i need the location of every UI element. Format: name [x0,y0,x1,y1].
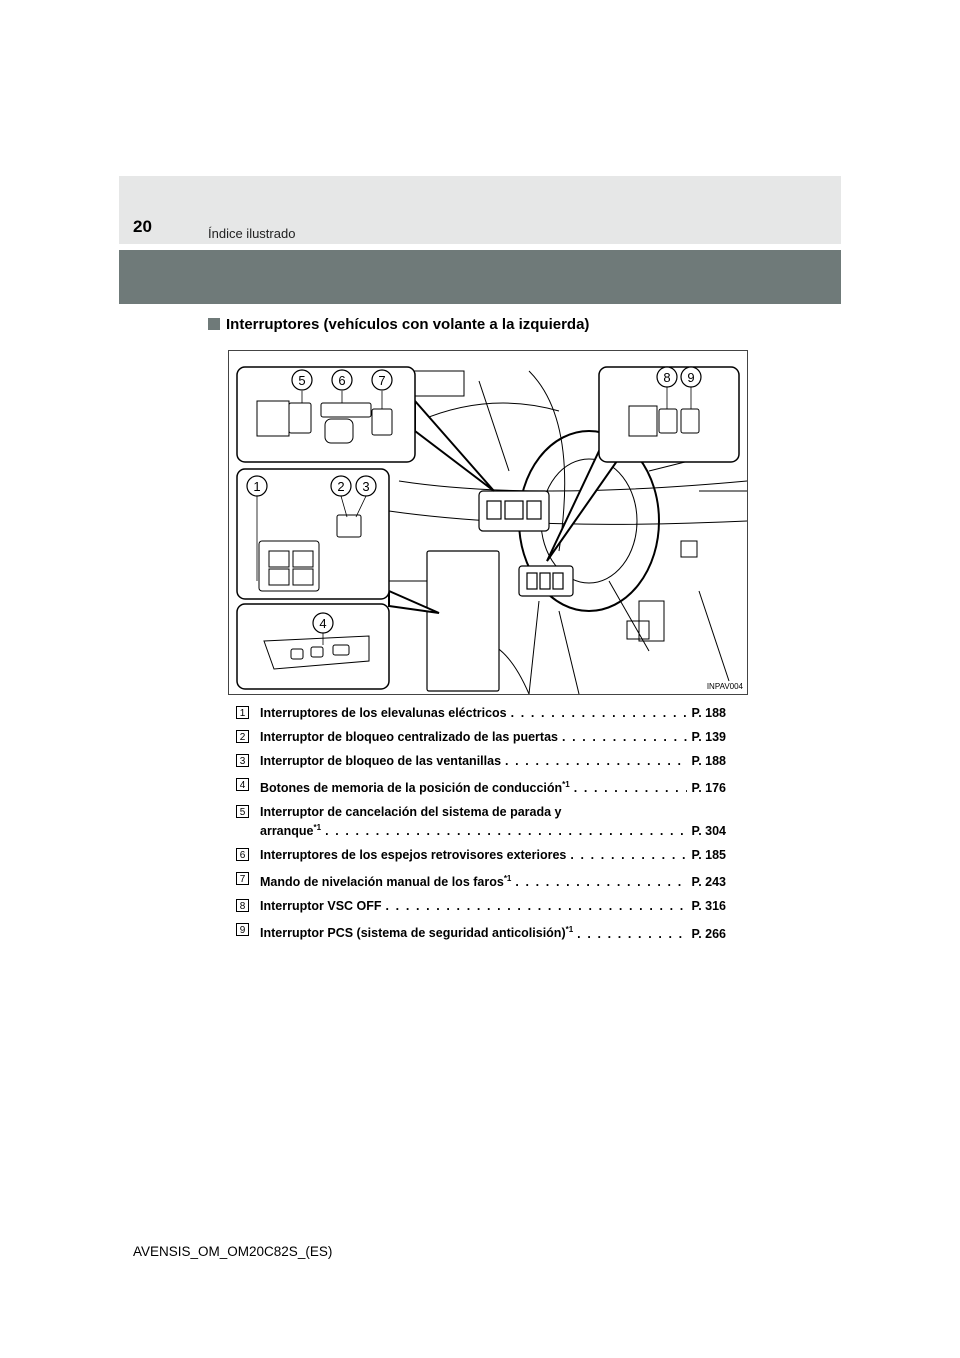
subtitle-text: Interruptores (vehículos con volante a la izquierda) [226,316,590,333]
item-number: 6 [236,848,249,861]
list-item: 6 Interruptores de los espejos retrovisores exteriores . . . P. 185 [236,847,726,863]
footer-code: AVENSIS_OM_OM20C82S_(ES) [133,1244,333,1259]
svg-text:3: 3 [362,479,370,494]
svg-text:8: 8 [663,370,671,385]
svg-text:4: 4 [319,616,327,631]
callout-2 [331,476,351,496]
page-ref[interactable]: P. 139 [691,730,726,744]
list-item: 8 Interruptor VSC OFF . . . P. 316 [236,898,726,914]
list-item: 9 Interruptor PCS (sistema de seguridad anticolisión)$^{*1}$ . . . P. 266 [236,922,726,941]
page-ref[interactable]: P. 185 [691,848,726,863]
svg-text:5: 5 [298,373,306,388]
item-number: 7 [236,872,249,885]
square-bullet-icon [208,318,220,330]
list-item: 3 Interruptor de bloqueo de las ventanillas . . . P. 188 [236,753,726,769]
page-ref[interactable]: P. 266 [691,926,726,941]
item-number: 9 [236,923,249,936]
page-ref[interactable]: P. 188 [691,706,726,720]
svg-text:2: 2 [337,479,345,494]
item-number: 4 [236,778,249,791]
svg-text:9: 9 [687,370,695,385]
figure-code: INPAV004 [706,682,743,691]
callout-7 [372,370,392,390]
item-number: 3 [236,754,249,767]
page-number: 20 [133,217,152,236]
item-number: 1 [236,706,249,719]
subtitle [208,316,589,333]
list-item: 7 Mando de nivelación manual de los faros$^{*1}$ . . . P. 243 [236,871,726,890]
item-number: 2 [236,730,249,743]
svg-text:6: 6 [338,373,346,388]
dashboard-drawing [229,351,747,694]
callout-1 [247,476,267,496]
item-number: 8 [236,899,249,912]
callout-8 [657,367,677,387]
page-ref[interactable]: P. 188 [691,754,726,768]
list-item: 4 Botones de memoria de la posición de conducción$^{*1}$ . . . P. 176 [236,777,726,796]
callout-9 [681,367,701,387]
switch-list [236,705,726,950]
callout-6 [332,370,352,390]
section-title: Índice ilustrado [208,226,296,241]
switches-illustration [228,350,748,695]
callout-4 [313,613,333,633]
header-bar [119,250,841,304]
list-item: 1 Interruptores de los elevalunas eléctricos . . . P. 188 [236,705,726,721]
list-item: 2 Interruptor de bloqueo centralizado de las puertas . . . P. 139 [236,729,726,745]
list-item: 5 Interruptor de cancelación del sistema de parada y arranque$^{*1}$ . . . P. 304 [236,804,726,839]
svg-text:7: 7 [378,373,386,388]
callout-3 [356,476,376,496]
page-ref[interactable]: P. 316 [691,899,726,914]
item-number: 5 [236,805,249,818]
callout-5 [292,370,312,390]
page-ref[interactable]: P. 243 [691,875,726,890]
page-ref[interactable]: P. 176 [691,781,726,796]
svg-text:1: 1 [253,479,261,494]
page-ref[interactable]: P. 304 [691,824,726,839]
